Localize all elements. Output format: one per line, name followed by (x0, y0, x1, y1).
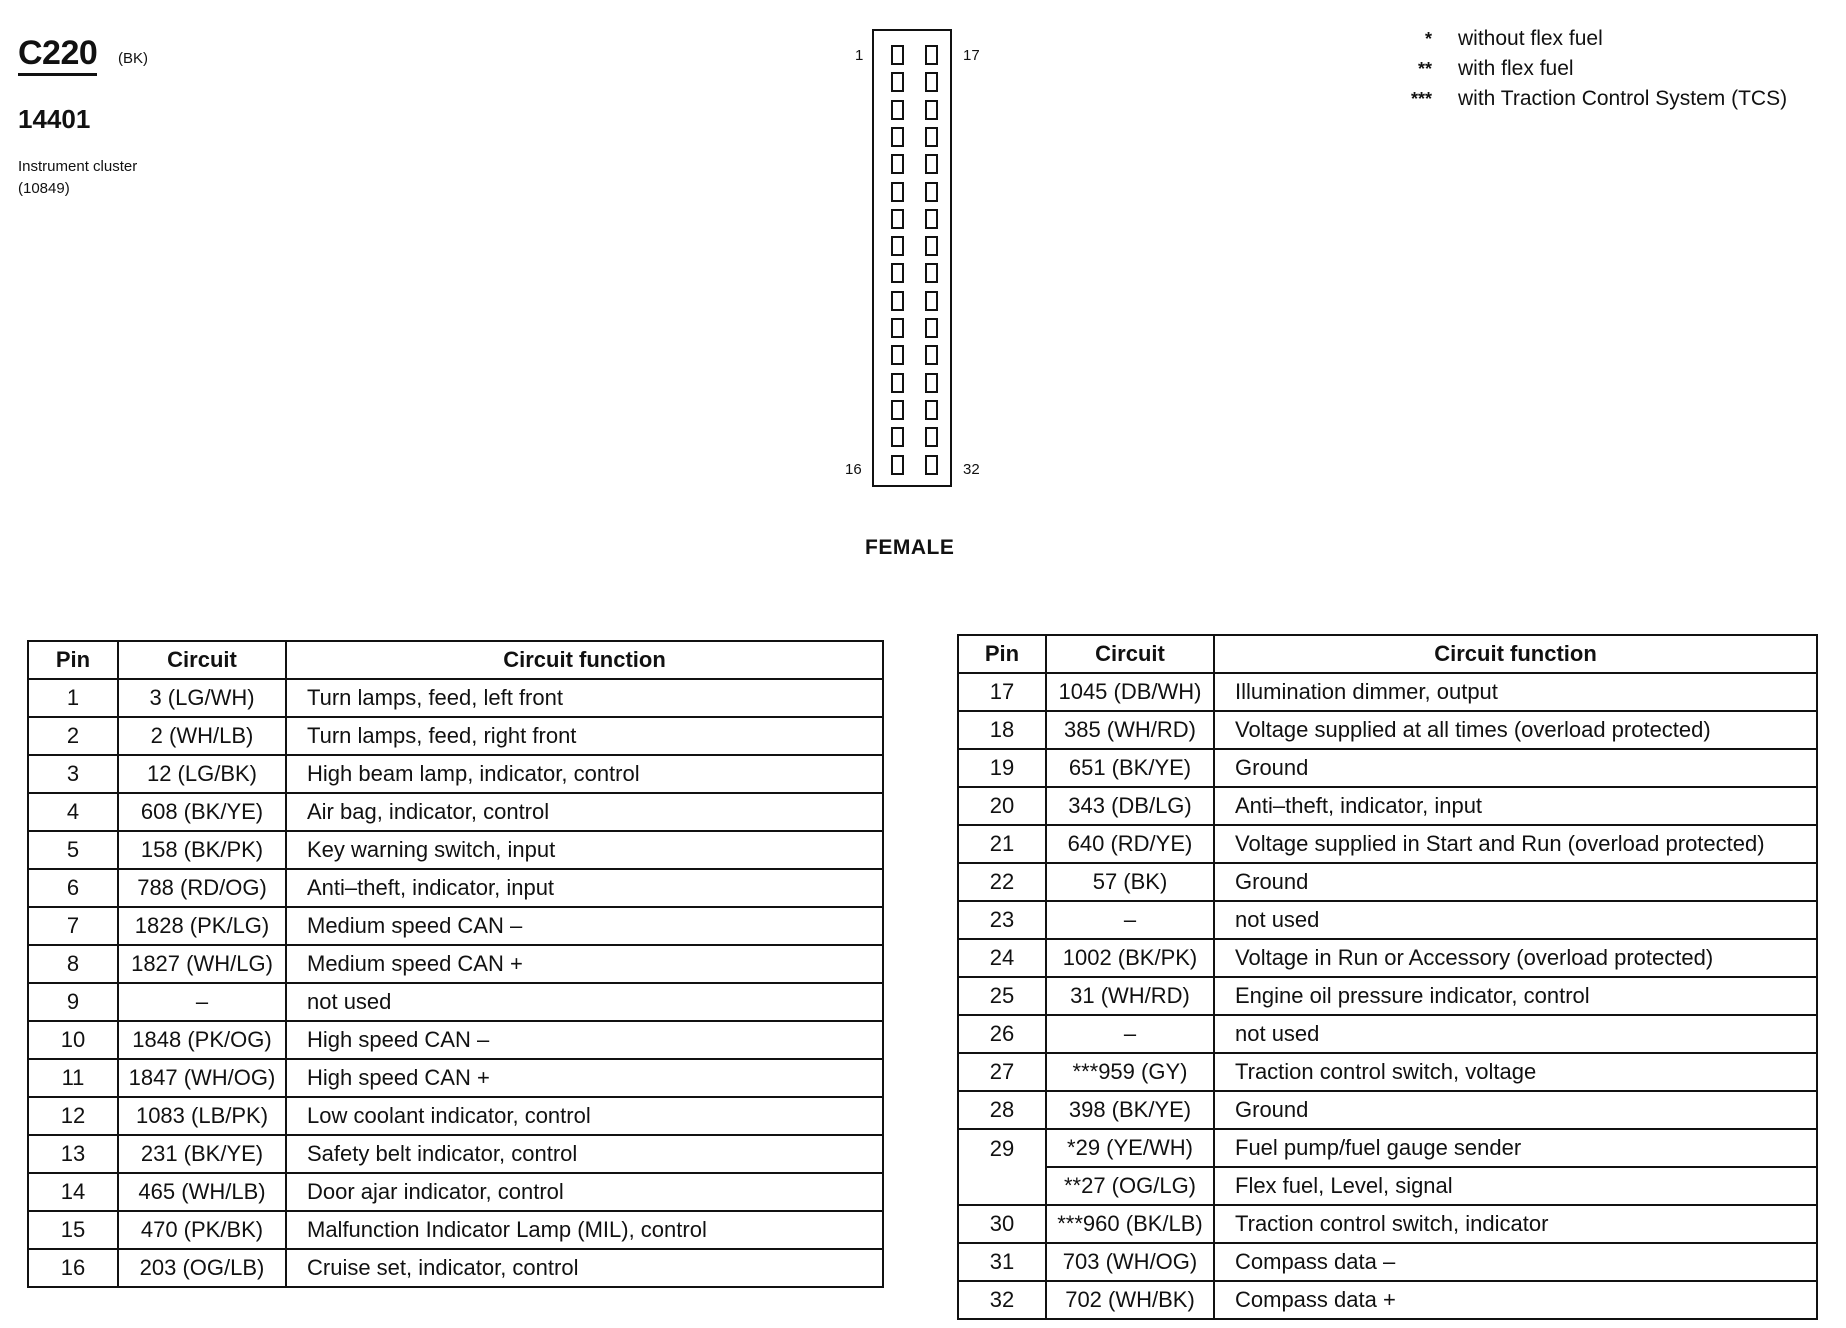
pin-cavity (925, 45, 938, 65)
table-row (28, 945, 883, 983)
circuit-cell: 465 (WH/LB) (118, 1173, 286, 1211)
pin-cavity (891, 400, 904, 420)
pin-cavity (891, 236, 904, 256)
circuit-function-cell: Anti–theft, indicator, input (1214, 787, 1817, 825)
table-row (28, 1173, 883, 1211)
pin-cell: 32 (958, 1281, 1046, 1319)
circuit-function-cell: Turn lamps, feed, right front (286, 717, 883, 755)
connector-id: C220 (18, 34, 97, 76)
circuit-cell: 3 (LG/WH) (118, 679, 286, 717)
pin-cavity (925, 236, 938, 256)
pin-label-17: 17 (963, 47, 980, 64)
connector-gender-label: FEMALE (865, 536, 955, 559)
circuit-cell: 1848 (PK/OG) (118, 1021, 286, 1059)
circuit-cell: 385 (WH/RD) (1046, 711, 1214, 749)
component-code: (10849) (18, 180, 70, 197)
circuit-cell: – (1046, 1015, 1214, 1053)
pin-cell: 13 (28, 1135, 118, 1173)
circuit-function-cell: Traction control switch, indicator (1214, 1205, 1817, 1243)
circuit-function-cell: Medium speed CAN – (286, 907, 883, 945)
pin-cell: 4 (28, 793, 118, 831)
pin-cavity (891, 263, 904, 283)
legend-mark: * (1424, 28, 1432, 49)
header-pin: Pin (28, 641, 118, 679)
table-row (958, 863, 1817, 901)
pin-cell: 19 (958, 749, 1046, 787)
circuit-cell: 1827 (WH/LG) (118, 945, 286, 983)
circuit-function-cell: Ground (1214, 1091, 1817, 1129)
circuit-cell: 640 (RD/YE) (1046, 825, 1214, 863)
circuit-function-cell: Medium speed CAN + (286, 945, 883, 983)
circuit-cell: 470 (PK/BK) (118, 1211, 286, 1249)
header-circuit-function: Circuit function (286, 641, 883, 679)
circuit-function-cell: Safety belt indicator, control (286, 1135, 883, 1173)
table-row (958, 1167, 1817, 1205)
pin-cavity (925, 400, 938, 420)
table-row (958, 749, 1817, 787)
table-row (958, 711, 1817, 749)
pin-cell: 12 (28, 1097, 118, 1135)
circuit-function-cell: not used (286, 983, 883, 1021)
legend-mark: *** (1410, 88, 1432, 109)
header-pin: Pin (958, 635, 1046, 673)
pin-cell: 14 (28, 1173, 118, 1211)
pinout-table-right (957, 634, 1818, 1320)
pin-cavity (925, 318, 938, 338)
pin-cavity (891, 209, 904, 229)
pin-cell: 5 (28, 831, 118, 869)
legend-item (1380, 24, 1787, 54)
pin-label-1: 1 (855, 47, 864, 64)
legend-item (1380, 84, 1787, 114)
table-row (958, 673, 1817, 711)
table-row (28, 907, 883, 945)
circuit-function-cell: Key warning switch, input (286, 831, 883, 869)
table-row (958, 1053, 1817, 1091)
circuit-function-cell: Voltage supplied in Start and Run (overload protected) (1214, 825, 1817, 863)
circuit-cell: 1083 (LB/PK) (118, 1097, 286, 1135)
pin-cavity (925, 455, 938, 475)
circuit-function-cell: High beam lamp, indicator, control (286, 755, 883, 793)
circuit-cell: 608 (BK/YE) (118, 793, 286, 831)
circuit-cell: **27 (OG/LG) (1046, 1167, 1214, 1205)
legend (1380, 24, 1787, 114)
table-row (28, 1097, 883, 1135)
table-row (28, 1021, 883, 1059)
circuit-cell: 788 (RD/OG) (118, 869, 286, 907)
circuit-cell: 702 (WH/BK) (1046, 1281, 1214, 1319)
header-circuit-function: Circuit function (1214, 635, 1817, 673)
circuit-cell: 57 (BK) (1046, 863, 1214, 901)
circuit-function-cell: Flex fuel, Level, signal (1214, 1167, 1817, 1205)
circuit-function-cell: Air bag, indicator, control (286, 793, 883, 831)
circuit-function-cell: Ground (1214, 749, 1817, 787)
pin-cavity (925, 291, 938, 311)
table-row (28, 1211, 883, 1249)
circuit-function-cell: High speed CAN – (286, 1021, 883, 1059)
pin-cell: 26 (958, 1015, 1046, 1053)
pin-cavity (891, 455, 904, 475)
pin-cell: 22 (958, 863, 1046, 901)
pin-cavity (925, 373, 938, 393)
pin-cavity (891, 100, 904, 120)
circuit-function-cell: Engine oil pressure indicator, control (1214, 977, 1817, 1015)
pin-cavity (925, 182, 938, 202)
pin-cavity (891, 427, 904, 447)
circuit-cell: ***960 (BK/LB) (1046, 1205, 1214, 1243)
pinout-table-left (27, 640, 884, 1288)
pin-cell: 25 (958, 977, 1046, 1015)
circuit-cell: 398 (BK/YE) (1046, 1091, 1214, 1129)
pin-cell: 7 (28, 907, 118, 945)
circuit-cell: 203 (OG/LB) (118, 1249, 286, 1287)
pin-cavity (925, 72, 938, 92)
circuit-cell: 1847 (WH/OG) (118, 1059, 286, 1097)
pin-label-16: 16 (845, 461, 862, 478)
table-row (28, 1135, 883, 1173)
circuit-cell: 12 (LG/BK) (118, 755, 286, 793)
pin-cell: 27 (958, 1053, 1046, 1091)
legend-item (1380, 54, 1787, 84)
table-row (28, 983, 883, 1021)
circuit-function-cell: Door ajar indicator, control (286, 1173, 883, 1211)
pin-cell: 1 (28, 679, 118, 717)
circuit-cell: 703 (WH/OG) (1046, 1243, 1214, 1281)
legend-text: without flex fuel (1458, 27, 1603, 50)
pin-cavity (891, 154, 904, 174)
pin-cell: 8 (28, 945, 118, 983)
circuit-cell: 1045 (DB/WH) (1046, 673, 1214, 711)
circuit-function-cell: Traction control switch, voltage (1214, 1053, 1817, 1091)
table-row (28, 831, 883, 869)
circuit-cell: ***959 (GY) (1046, 1053, 1214, 1091)
circuit-function-cell: Anti–theft, indicator, input (286, 869, 883, 907)
table-row (28, 717, 883, 755)
table-header-row (28, 641, 883, 679)
circuit-function-cell: Turn lamps, feed, left front (286, 679, 883, 717)
component-name: Instrument cluster (18, 158, 138, 175)
table-row (28, 1059, 883, 1097)
circuit-cell: 231 (BK/YE) (118, 1135, 286, 1173)
table-row (958, 1015, 1817, 1053)
circuit-function-cell: High speed CAN + (286, 1059, 883, 1097)
circuit-cell: *29 (YE/WH) (1046, 1129, 1214, 1167)
pin-cavity (891, 182, 904, 202)
table-row (958, 1205, 1817, 1243)
pin-cell: 2 (28, 717, 118, 755)
pin-cell: 23 (958, 901, 1046, 939)
pin-cavity (925, 345, 938, 365)
legend-text: with flex fuel (1458, 57, 1574, 80)
pin-cavity (891, 291, 904, 311)
table-row (28, 869, 883, 907)
circuit-cell: 2 (WH/LB) (118, 717, 286, 755)
table-header-row (958, 635, 1817, 673)
table-row (958, 977, 1817, 1015)
pin-cavity (925, 127, 938, 147)
pin-cavity (891, 45, 904, 65)
circuit-function-cell: not used (1214, 1015, 1817, 1053)
circuit-cell: – (1046, 901, 1214, 939)
table-row (958, 1091, 1817, 1129)
table-row (958, 1129, 1817, 1167)
circuit-function-cell: Illumination dimmer, output (1214, 673, 1817, 711)
pin-cell: 20 (958, 787, 1046, 825)
circuit-cell: 1828 (PK/LG) (118, 907, 286, 945)
circuit-cell: – (118, 983, 286, 1021)
pin-cavity (925, 263, 938, 283)
pin-cell: 18 (958, 711, 1046, 749)
pin-cell: 15 (28, 1211, 118, 1249)
circuit-function-cell: not used (1214, 901, 1817, 939)
circuit-function-cell: Fuel pump/fuel gauge sender (1214, 1129, 1817, 1167)
pin-cell (958, 1167, 1046, 1205)
pin-cavity (925, 100, 938, 120)
table-row (28, 679, 883, 717)
table-row (28, 793, 883, 831)
part-number: 14401 (18, 104, 91, 134)
pin-cavity (891, 345, 904, 365)
table-row (28, 755, 883, 793)
pin-cell: 6 (28, 869, 118, 907)
header-circuit: Circuit (118, 641, 286, 679)
pin-cell: 10 (28, 1021, 118, 1059)
pin-cell: 28 (958, 1091, 1046, 1129)
pin-cell: 3 (28, 755, 118, 793)
pin-cavity (925, 427, 938, 447)
pin-cell: 16 (28, 1249, 118, 1287)
legend-text: with Traction Control System (TCS) (1458, 87, 1788, 110)
circuit-function-cell: Cruise set, indicator, control (286, 1249, 883, 1287)
pin-cell: 29 (958, 1129, 1046, 1167)
pin-cavity (891, 318, 904, 338)
pin-cell: 24 (958, 939, 1046, 977)
connector-color: (BK) (118, 50, 148, 67)
circuit-function-cell: Low coolant indicator, control (286, 1097, 883, 1135)
circuit-function-cell: Compass data + (1214, 1281, 1817, 1319)
circuit-cell: 651 (BK/YE) (1046, 749, 1214, 787)
pin-cell: 31 (958, 1243, 1046, 1281)
circuit-function-cell: Ground (1214, 863, 1817, 901)
pin-cell: 21 (958, 825, 1046, 863)
table-row (958, 825, 1817, 863)
pin-cavity (891, 373, 904, 393)
pin-cavity (925, 154, 938, 174)
circuit-cell: 1002 (BK/PK) (1046, 939, 1214, 977)
table-row (28, 1249, 883, 1287)
pin-cell: 9 (28, 983, 118, 1021)
table-row (958, 901, 1817, 939)
circuit-function-cell: Voltage supplied at all times (overload protected) (1214, 711, 1817, 749)
pin-label-32: 32 (963, 461, 980, 478)
table-row (958, 1281, 1817, 1319)
table-row (958, 1243, 1817, 1281)
pin-cell: 17 (958, 673, 1046, 711)
header-circuit: Circuit (1046, 635, 1214, 673)
pin-cavity (925, 209, 938, 229)
legend-mark: ** (1417, 58, 1432, 79)
circuit-function-cell: Voltage in Run or Accessory (overload protected) (1214, 939, 1817, 977)
pin-cavity (891, 72, 904, 92)
pin-cell: 30 (958, 1205, 1046, 1243)
pin-cavity (891, 127, 904, 147)
pin-cell: 11 (28, 1059, 118, 1097)
circuit-cell: 31 (WH/RD) (1046, 977, 1214, 1015)
table-row (958, 939, 1817, 977)
circuit-function-cell: Malfunction Indicator Lamp (MIL), control (286, 1211, 883, 1249)
circuit-cell: 343 (DB/LG) (1046, 787, 1214, 825)
circuit-cell: 158 (BK/PK) (118, 831, 286, 869)
connector-face (872, 29, 952, 487)
circuit-function-cell: Compass data – (1214, 1243, 1817, 1281)
table-row (958, 787, 1817, 825)
